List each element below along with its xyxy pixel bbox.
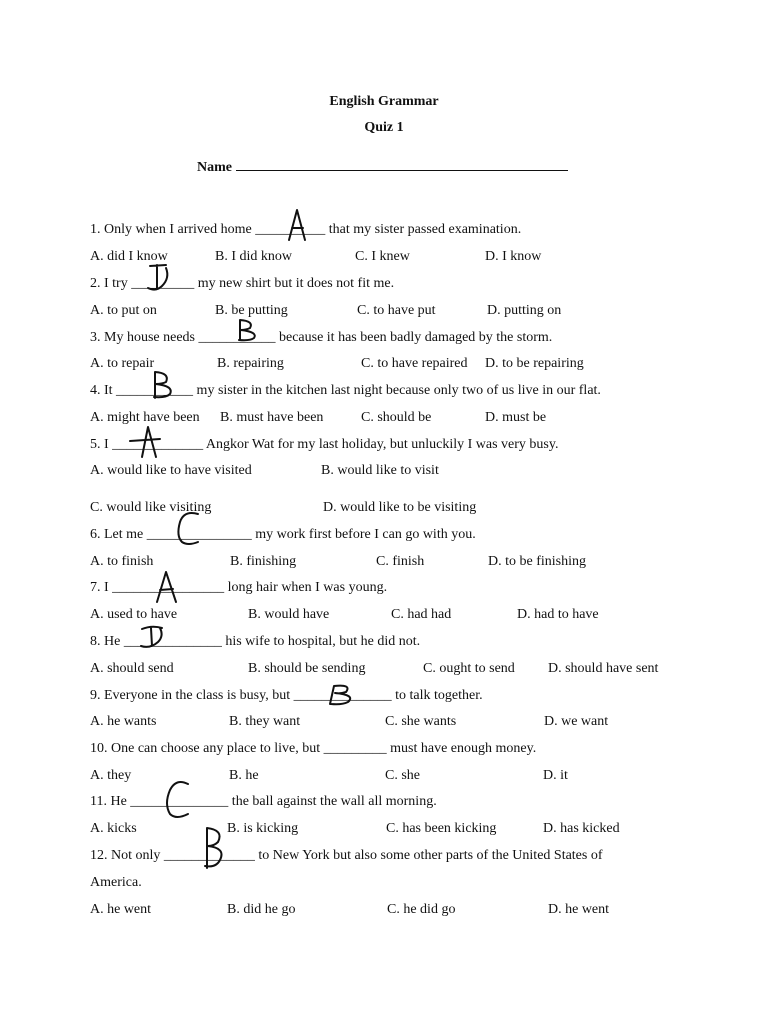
question-11-option-b: B. is kicking xyxy=(227,821,299,836)
question-12-option-d: D. he went xyxy=(548,902,610,917)
question-1-option-a: A. did I know xyxy=(90,249,168,264)
question-1-option-b: B. I did know xyxy=(215,249,292,264)
question-9-option-b: B. they want xyxy=(229,714,301,729)
question-6-option-b: B. finishing xyxy=(230,554,297,569)
question-3-option-a: A. to repair xyxy=(90,356,155,371)
question-12-stem-continued: America. xyxy=(90,875,142,890)
question-1-stem: 1. Only when I arrived home __________ that my sister passed examination. xyxy=(90,222,522,237)
question-11-option-a: A. kicks xyxy=(90,821,137,836)
question-12-option-a: A. he went xyxy=(90,902,152,917)
question-5-option-d: D. would like to be visiting xyxy=(323,500,477,515)
handwritten-answer-4 xyxy=(150,370,176,400)
question-6-option-a: A. to finish xyxy=(90,554,154,569)
quiz-subtitle: Quiz 1 xyxy=(364,120,404,135)
question-11-option-d: D. has kicked xyxy=(543,821,620,836)
name-label: Name xyxy=(197,160,232,175)
question-9-option-d: D. we want xyxy=(544,714,609,729)
question-11-option-c: C. has been kicking xyxy=(386,821,497,836)
question-1-option-c: C. I knew xyxy=(355,249,410,264)
question-2-stem: 2. I try _________ my new shirt but it does not fit me. xyxy=(90,276,395,291)
question-2-option-d: D. putting on xyxy=(487,303,562,318)
question-7-option-a: A. used to have xyxy=(90,607,178,622)
handwritten-answer-5 xyxy=(128,425,162,459)
question-6-option-d: D. to be finishing xyxy=(488,554,586,569)
question-12-stem: 12. Not only _____________ to New York but also some other parts of the United States of xyxy=(90,848,603,863)
handwritten-answer-12 xyxy=(200,826,226,870)
question-3-option-d: D. to be repairing xyxy=(485,356,584,371)
page-title: English Grammar xyxy=(329,94,439,109)
question-5-stem: 5. I _____________ Angkor Wat for my last holiday, but unluckily I was very busy. xyxy=(90,437,559,452)
question-4-stem: 4. It ___________ my sister in the kitchen last night because only two of us live in our flat. xyxy=(90,383,601,398)
question-4-option-d: D. must be xyxy=(485,410,547,425)
question-8-option-a: A. should send xyxy=(90,661,174,676)
question-5-option-a: A. would like to have visited xyxy=(90,463,252,478)
question-5-option-b: B. would like to visit xyxy=(321,463,439,478)
question-4-option-b: B. must have been xyxy=(220,410,324,425)
question-10-option-a: A. they xyxy=(90,768,132,783)
question-5-option-c: C. would like visiting xyxy=(90,500,212,515)
question-7-stem: 7. I ________________ long hair when I was young. xyxy=(90,580,388,595)
handwritten-answer-11 xyxy=(162,778,192,820)
question-10-option-c: C. she xyxy=(385,768,420,783)
question-9-option-c: C. she wants xyxy=(385,714,457,729)
question-8-option-d: D. should have sent xyxy=(548,661,659,676)
handwritten-answer-3 xyxy=(236,318,260,342)
question-10-option-d: D. it xyxy=(543,768,568,783)
handwritten-answer-7 xyxy=(154,570,180,604)
question-7-option-b: B. would have xyxy=(248,607,330,622)
handwritten-answer-6 xyxy=(172,510,202,546)
question-12-option-b: B. did he go xyxy=(227,902,296,917)
question-2-option-b: B. be putting xyxy=(215,303,288,318)
question-6-option-c: C. finish xyxy=(376,554,425,569)
question-7-option-d: D. had to have xyxy=(517,607,599,622)
question-7-option-c: C. had had xyxy=(391,607,452,622)
question-6-stem: 6. Let me _______________ my work first before I can go with you. xyxy=(90,527,476,542)
question-11-stem: 11. He ______________ the ball against the wall all morning. xyxy=(90,794,437,809)
question-8-option-c: C. ought to send xyxy=(423,661,515,676)
question-3-option-c: C. to have repaired xyxy=(361,356,468,371)
question-2-option-c: C. to have put xyxy=(357,303,436,318)
question-9-option-a: A. he wants xyxy=(90,714,157,729)
name-blank xyxy=(236,157,568,171)
name-field[interactable] xyxy=(197,157,568,176)
question-8-option-b: B. should be sending xyxy=(248,661,366,676)
question-12-option-c: C. he did go xyxy=(387,902,456,917)
question-3-option-b: B. repairing xyxy=(217,356,284,371)
handwritten-answer-2 xyxy=(146,262,176,292)
question-3-stem: 3. My house needs ___________ because it has been badly damaged by the storm. xyxy=(90,330,553,345)
question-4-option-c: C. should be xyxy=(361,410,432,425)
handwritten-answer-1 xyxy=(286,208,310,242)
question-8-stem: 8. He ______________ his wife to hospital, but he did not. xyxy=(90,634,421,649)
question-9-stem: 9. Everyone in the class is busy, but ______________ to talk together. xyxy=(90,688,483,703)
question-2-option-a: A. to put on xyxy=(90,303,157,318)
question-1-option-d: D. I know xyxy=(485,249,542,264)
handwritten-answer-8 xyxy=(138,624,168,650)
question-10-option-b: B. he xyxy=(229,768,259,783)
question-10-stem: 10. One can choose any place to live, but _________ must have enough money. xyxy=(90,741,537,756)
question-4-option-a: A. might have been xyxy=(90,410,200,425)
handwritten-answer-9 xyxy=(328,682,358,706)
